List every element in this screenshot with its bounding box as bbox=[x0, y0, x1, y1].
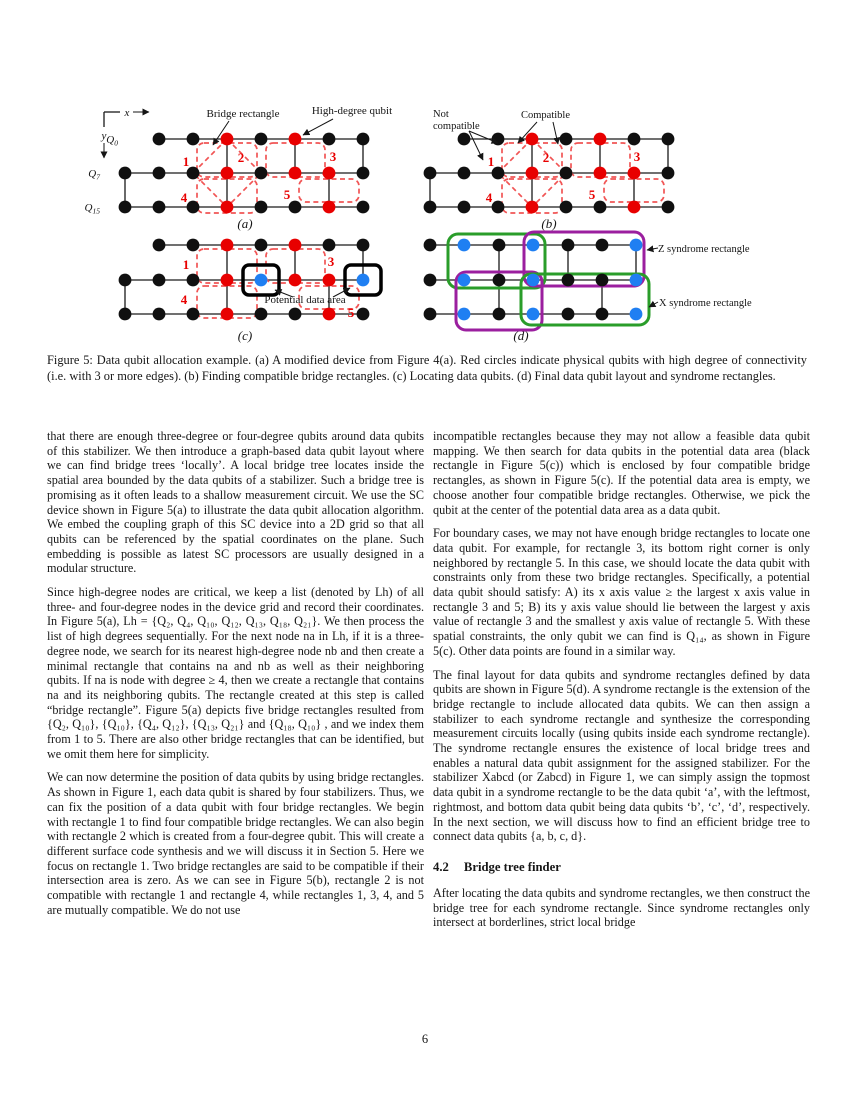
high-degree-qubit-dot bbox=[323, 201, 336, 214]
body-paragraph: that there are enough three-degree or four-degree qubits around data qubits of this stabilizer. We then introduce a graph-based data qubit layout where we can find bridge trees ‘locally’. A local bridge tree locates inside the spatial area bounded by the data qubits of a stabilizer. Such a bridge tree is promising as it often leads to a shallow measurement circuit. We use the SC device shown in Figure 5(a) to illustrate the data qubit allocation algorithm. We embed the coupling graph of this SC device into a 2D grid so that all qubits can be referenced by the spatial coordinates on the plane. Such embedding is possible as latest SC processors are usually designed in a modular structure. bbox=[47, 429, 424, 576]
figure-caption: Figure 5: Data qubit allocation example. (a) A modified device from Figure 4(a). Red circles indicate physical qubits with high degree of connectivity (i.e. with 3 or more edges). (b) Finding compatible bridge rectangles. (c) Locating data qubits. (d) Final data qubit layout and syndrome rectangles. bbox=[47, 353, 807, 384]
physical-qubit-dot bbox=[357, 167, 370, 180]
physical-qubit-dot bbox=[323, 133, 336, 146]
physical-qubit-dot bbox=[596, 274, 609, 287]
physical-qubit-dot bbox=[458, 133, 471, 146]
physical-qubit-dot bbox=[493, 239, 506, 252]
figure-annotation: X syndrome rectangle bbox=[659, 298, 752, 309]
physical-qubit-dot bbox=[357, 201, 370, 214]
physical-qubit-dot bbox=[153, 239, 166, 252]
high-degree-qubit-dot bbox=[526, 201, 539, 214]
high-degree-qubit-dot bbox=[323, 167, 336, 180]
subfig-a bbox=[85, 105, 393, 231]
physical-qubit-dot bbox=[153, 308, 166, 321]
physical-qubit-dot bbox=[153, 274, 166, 287]
data-qubit-dot bbox=[458, 239, 471, 252]
physical-qubit-dot bbox=[458, 167, 471, 180]
annotation-arrow bbox=[647, 248, 658, 250]
physical-qubit-dot bbox=[424, 201, 437, 214]
bridge-rectangle-number: 2 bbox=[237, 150, 245, 165]
annotation-arrow bbox=[303, 119, 333, 135]
high-degree-qubit-dot bbox=[323, 308, 336, 321]
annotation-arrow bbox=[469, 131, 483, 160]
physical-qubit-dot bbox=[662, 201, 675, 214]
qubit-label: $Q_7$ bbox=[88, 168, 100, 182]
physical-qubit-dot bbox=[153, 133, 166, 146]
physical-qubit-dot bbox=[424, 308, 437, 321]
figure-annotation: compatible bbox=[433, 121, 480, 132]
physical-qubit-dot bbox=[628, 133, 641, 146]
high-degree-qubit-dot bbox=[526, 133, 539, 146]
physical-qubit-dot bbox=[255, 308, 268, 321]
physical-qubit-dot bbox=[493, 274, 506, 287]
high-degree-qubit-dot bbox=[289, 239, 302, 252]
physical-qubit-dot bbox=[153, 201, 166, 214]
column-left bbox=[47, 429, 424, 927]
physical-qubit-dot bbox=[255, 239, 268, 252]
subfig-label-c: (c) bbox=[237, 328, 253, 343]
high-degree-qubit-dot bbox=[221, 167, 234, 180]
physical-qubit-dot bbox=[560, 167, 573, 180]
figure-annotation: y bbox=[101, 130, 107, 142]
high-degree-qubit-dot bbox=[221, 308, 234, 321]
physical-qubit-dot bbox=[596, 308, 609, 321]
high-degree-qubit-dot bbox=[594, 133, 607, 146]
high-degree-qubit-dot bbox=[628, 201, 641, 214]
subfig-label-b: (b) bbox=[541, 216, 557, 231]
bridge-rectangle-number: 3 bbox=[327, 254, 335, 269]
section-title: Bridge tree finder bbox=[463, 859, 561, 874]
physical-qubit-dot bbox=[119, 274, 132, 287]
bridge-rectangle-number: 5 bbox=[588, 187, 596, 202]
data-qubit-dot bbox=[458, 308, 471, 321]
high-degree-qubit-dot bbox=[221, 201, 234, 214]
high-degree-qubit-dot bbox=[221, 133, 234, 146]
figure-annotation: Compatible bbox=[521, 110, 570, 121]
physical-qubit-dot bbox=[492, 133, 505, 146]
qubit-label: $Q_{15}$ bbox=[84, 202, 100, 216]
physical-qubit-dot bbox=[357, 239, 370, 252]
high-degree-qubit-dot bbox=[526, 167, 539, 180]
physical-qubit-dot bbox=[594, 201, 607, 214]
high-degree-qubit-dot bbox=[289, 167, 302, 180]
physical-qubit-dot bbox=[492, 201, 505, 214]
bridge-rectangle-number: 5 bbox=[347, 305, 355, 320]
physical-qubit-dot bbox=[424, 239, 437, 252]
bridge-rectangle-number: 5 bbox=[283, 187, 291, 202]
qubit-label: $Q_0$ bbox=[106, 134, 118, 148]
bridge-rectangle-number: 2 bbox=[542, 150, 550, 165]
bridge-rectangle-number: 3 bbox=[329, 149, 337, 164]
physical-qubit-dot bbox=[255, 167, 268, 180]
physical-qubit-dot bbox=[357, 133, 370, 146]
physical-qubit-dot bbox=[562, 308, 575, 321]
body-paragraph: The final layout for data qubits and syndrome rectangles defined by data qubits are shown in Figure 5(d). A syndrome rectangle is the extension of the bridge rectangle to include allocated data qubits. We can then assign a stabilizer to each syndrome rectangle and synthesize the corresponding measurement circuits locally (using qubits inside each syndrome rectangle). The syndrome rectangle ensures the existence of local bridge trees and enables a natural data qubit assignment for the assigned stabilizer. For the stabilizer Xabcd (or Zabcd) in Figure 1, we can simply assign the topmost data qubit in a syndrome rectangle to be the data qubit ‘a’, with the leftmost, rightmost, and bottom data qubit being data qubits ‘b’, ‘c’, ‘d’, respectively. In the next section, we will discuss how to find an efficient bridge tree to connect data qubits {a, b, c, d}. bbox=[433, 667, 810, 844]
data-qubit-dot bbox=[527, 274, 540, 287]
figure-annotation: Potential data area bbox=[264, 294, 346, 306]
physical-qubit-dot bbox=[187, 274, 200, 287]
column-right bbox=[433, 429, 810, 939]
data-qubit-dot bbox=[630, 239, 643, 252]
body-paragraph: We can now determine the position of data qubits by using bridge rectangles. As shown in Figure 1, each data qubit is shared by four stabilizers. Thus, we can fix the position of a data qubit with four bridge rectangles. We begin with rectangle 1 to find four compatible bridge rectangles. We can also begin with rectangle 2 which is created from a four-degree qubit. This will create a different surface code synthesis and we will discuss it in Section 5. Here we focus on rectangle 1. Two bridge rectangles are said to be compatible if their intersection area is zero. As we can see in Figure 5(b), rectangle 2 is not compatible with rectangle 1 and rectangle 4, while rectangles 1, 3, 4, and 5 are mutually compatible. We do not use bbox=[47, 770, 424, 917]
data-qubit-dot bbox=[255, 274, 268, 287]
physical-qubit-dot bbox=[119, 167, 132, 180]
body-paragraph: incompatible rectangles because they may not allow a feasible data qubit mapping. We then search for data qubits in the potential data area (black rectangle in Figure 5(c)) which is enclosed by four compatible bridge rectangles, as shown in Figure 5(c). If the potential data area is empty, we choose another four compatible bridge rectangles. Otherwise, we pick the qubit at the center of the potential data area as a data qubit. bbox=[433, 429, 810, 517]
bridge-rectangle-number: 4 bbox=[180, 292, 188, 307]
data-qubit-dot bbox=[458, 274, 471, 287]
figure-annotation: High-degree qubit bbox=[311, 105, 393, 117]
x-syndrome-rectangle bbox=[521, 274, 649, 325]
physical-qubit-dot bbox=[255, 201, 268, 214]
body-paragraph: For boundary cases, we may not have enough bridge rectangles to locate one data qubit. For example, for rectangle 3, its bottom right corner is only neighbored by rectangle 5. In this case, we should locate the data qubit with constraints only from these two bridge rectangles. Specifically, a potential data qubit should satisfy: A) its x axis value ≥ the largest x axis value in rectangle 3 and 5; B) its y axis value should lie between the largest y axis value of rectangle 3 and the smallest y axis value of rectangle 5. With these spatial constraints, the only qubit we can find is Q₁₄, as shown in Figure 5(c). Other data points are found in a similar way. bbox=[433, 526, 810, 658]
physical-qubit-dot bbox=[153, 167, 166, 180]
data-qubit-dot bbox=[527, 308, 540, 321]
physical-qubit-dot bbox=[289, 308, 302, 321]
figure-annotation: x bbox=[124, 107, 130, 119]
high-degree-qubit-dot bbox=[289, 274, 302, 287]
section-number: 4.2 bbox=[433, 859, 449, 874]
physical-qubit-dot bbox=[187, 201, 200, 214]
physical-qubit-dot bbox=[119, 308, 132, 321]
physical-qubit-dot bbox=[562, 274, 575, 287]
page-number: 6 bbox=[421, 1032, 429, 1046]
high-degree-qubit-dot bbox=[594, 167, 607, 180]
bridge-rectangle-number: 3 bbox=[633, 149, 641, 164]
physical-qubit-dot bbox=[493, 308, 506, 321]
physical-qubit-dot bbox=[662, 133, 675, 146]
high-degree-qubit-dot bbox=[628, 167, 641, 180]
high-degree-qubit-dot bbox=[289, 133, 302, 146]
subfig-c bbox=[119, 239, 381, 343]
bridge-rectangle-number: 1 bbox=[487, 154, 495, 169]
bridge-rectangle-number: 4 bbox=[485, 190, 493, 205]
high-degree-qubit-dot bbox=[221, 274, 234, 287]
data-qubit-dot bbox=[357, 274, 370, 287]
bridge-rectangle-number: 1 bbox=[182, 257, 190, 272]
data-qubit-dot bbox=[630, 274, 643, 287]
data-qubit-dot bbox=[527, 239, 540, 252]
physical-qubit-dot bbox=[255, 133, 268, 146]
physical-qubit-dot bbox=[458, 201, 471, 214]
section-heading bbox=[433, 860, 810, 875]
subfig-label-d: (d) bbox=[513, 328, 529, 343]
bridge-rectangle-number: 4 bbox=[180, 190, 188, 205]
physical-qubit-dot bbox=[560, 201, 573, 214]
figure-annotation: Not bbox=[433, 109, 449, 120]
physical-qubit-dot bbox=[562, 239, 575, 252]
physical-qubit-dot bbox=[323, 239, 336, 252]
physical-qubit-dot bbox=[357, 308, 370, 321]
physical-qubit-dot bbox=[424, 274, 437, 287]
bridge-rectangle-number: 1 bbox=[182, 154, 190, 169]
physical-qubit-dot bbox=[187, 239, 200, 252]
high-degree-qubit-dot bbox=[221, 239, 234, 252]
physical-qubit-dot bbox=[119, 201, 132, 214]
body-paragraph: Since high-degree nodes are critical, we keep a list (denoted by Lh) of all three- and four-degree nodes in the device grid and record their coordinates. In Figure 5(a), Lh = {Q₂, Q₄, Q₁₀, Q₁₂, Q₁₃, Q₁₈, Q₂₁}. We then process the list of high degrees sequentially. For the next node na in Lh, if it is a three-degree node, we search for its nearest high-degree node nb and then create a minimal rectangle that contains na and nb as well as their neighboring qubits. If na is node with degree ≥ 4, then we create a rectangle that contains na and its neighboring qubits. The rectangle created at this step is called “bridge rectangle”. Figure 5(a) depicts five bridge rectangles resulted from {Q₂, Q₁₀}, {Q₁₀}, {Q₄, Q₁₂}, {Q₁₃, Q₂₁} and {Q₁₈, Q₁₀} , and we index them from 1 to 5. There are also other bridge rectangles that can be identified, but we omit them here for simplicity. bbox=[47, 585, 424, 761]
data-qubit-dot bbox=[630, 308, 643, 321]
body-paragraph: After locating the data qubits and syndrome rectangles, we then construct the bridge tree for each syndrome rectangle. Since syndrome rectangles only intersect at borderlines, strict local bridge bbox=[433, 885, 810, 930]
subfig-label-a: (a) bbox=[237, 216, 253, 231]
subfig-d bbox=[424, 232, 752, 343]
physical-qubit-dot bbox=[187, 133, 200, 146]
figure-5-diagram bbox=[0, 0, 850, 360]
physical-qubit-dot bbox=[289, 201, 302, 214]
figure-annotation: Z syndrome rectangle bbox=[658, 244, 750, 255]
physical-qubit-dot bbox=[560, 133, 573, 146]
annotation-arrow bbox=[553, 122, 558, 144]
high-degree-qubit-dot bbox=[323, 274, 336, 287]
figure-annotation: Bridge rectangle bbox=[206, 108, 280, 120]
physical-qubit-dot bbox=[424, 167, 437, 180]
physical-qubit-dot bbox=[596, 239, 609, 252]
subfig-b bbox=[424, 109, 675, 231]
physical-qubit-dot bbox=[187, 308, 200, 321]
physical-qubit-dot bbox=[662, 167, 675, 180]
